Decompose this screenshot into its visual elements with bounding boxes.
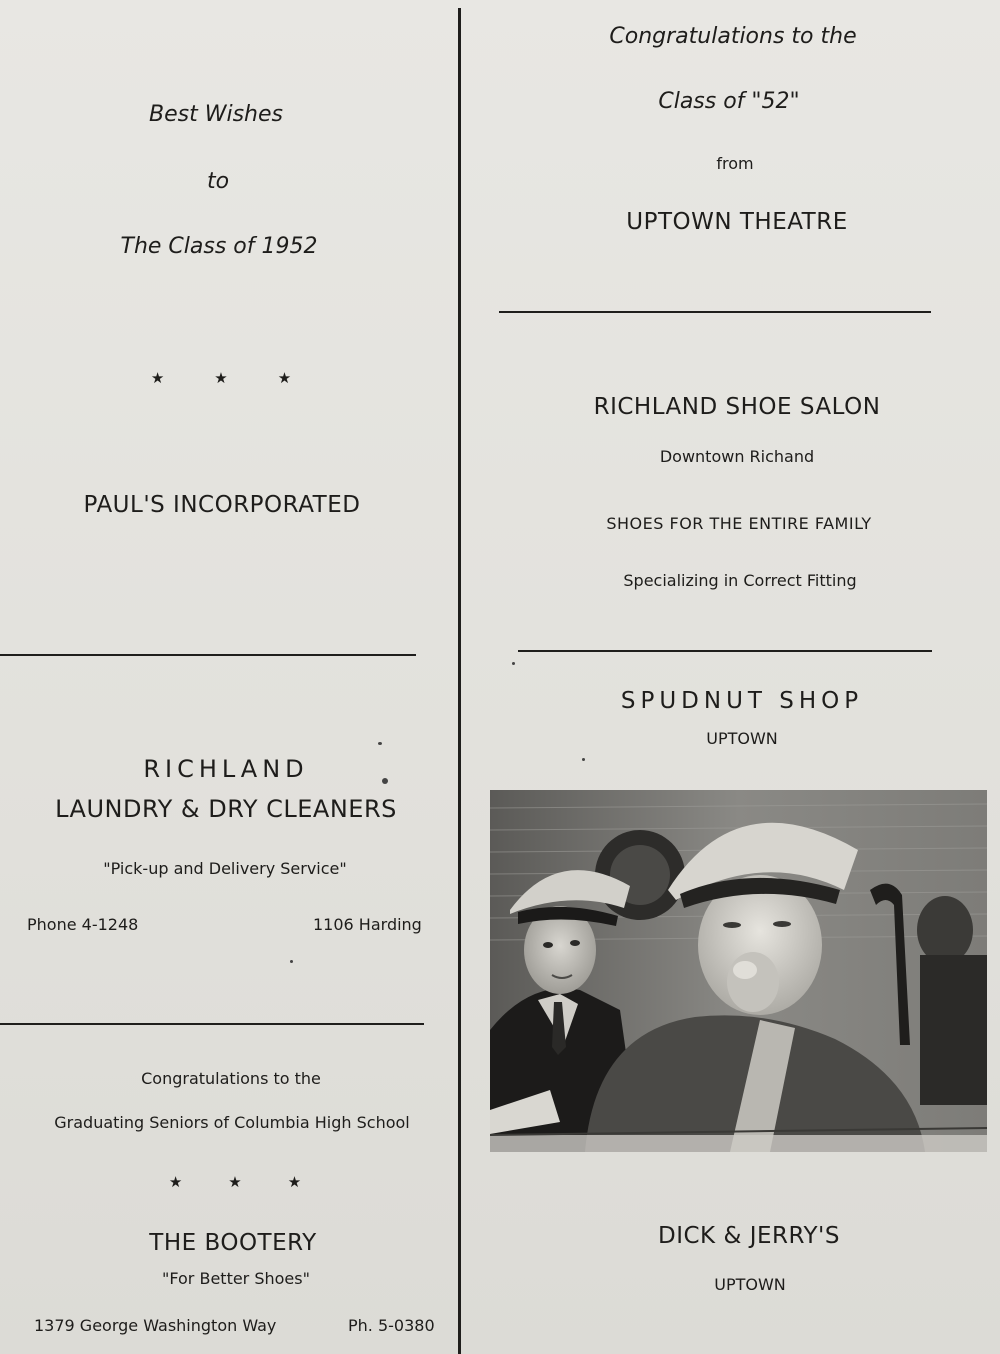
divider-right-2 <box>518 650 932 652</box>
bootery-congrats: Congratulations to the <box>141 1069 321 1088</box>
spudnut-location: UPTOWN <box>706 729 778 748</box>
shoe-salon-tagline: SHOES FOR THE ENTIRE FAMILY <box>606 514 872 533</box>
bootery-stars <box>169 1173 301 1191</box>
uptown-theatre-name: UPTOWN THEATRE <box>626 209 848 235</box>
laundry-slogan: "Pick-up and Delivery Service" <box>103 859 347 878</box>
pauls-stars <box>151 369 291 387</box>
divider-right-1 <box>499 311 931 313</box>
print-speck <box>382 778 388 784</box>
print-speck <box>378 742 382 745</box>
divider-left-2 <box>0 1023 424 1025</box>
print-speck <box>290 960 293 963</box>
bootery-name: THE BOOTERY <box>149 1230 317 1256</box>
spudnut-name: SPUDNUT SHOP <box>620 688 864 714</box>
dick-jerrys-location: UPTOWN <box>714 1275 786 1294</box>
star-icon: ★ <box>150 369 165 387</box>
print-speck <box>582 758 585 761</box>
bootery-phone: Ph. 5-0380 <box>348 1316 435 1335</box>
print-speck <box>512 662 515 665</box>
laundry-name-line2: LAUNDRY & DRY CLEANERS <box>55 795 397 823</box>
laundry-phone: Phone 4-1248 <box>27 915 139 934</box>
band-members-photo <box>490 790 987 1152</box>
pauls-best-wishes: Best Wishes <box>149 102 283 127</box>
laundry-name-line1: RICHLAND <box>143 755 309 783</box>
dick-jerrys-name: DICK & JERRY'S <box>658 1223 840 1249</box>
uptown-congrats: Congratulations to the <box>609 24 857 49</box>
star-icon: ★ <box>168 1173 183 1191</box>
center-vertical-divider <box>458 8 461 1354</box>
shoe-salon-specialty: Specializing in Correct Fitting <box>623 571 857 590</box>
pauls-to: to <box>206 169 230 194</box>
uptown-class-of-52: Class of "52" <box>658 89 800 114</box>
divider-left-1 <box>0 654 416 656</box>
shoe-salon-name: RICHLAND SHOE SALON <box>593 394 881 420</box>
pauls-business-name: PAUL'S INCORPORATED <box>83 492 361 518</box>
uptown-from: from <box>716 154 754 173</box>
star-icon: ★ <box>228 1173 242 1191</box>
bootery-graduating-seniors: Graduating Seniors of Columbia High School <box>54 1113 410 1132</box>
star-icon: ★ <box>287 1173 302 1191</box>
star-icon: ★ <box>214 369 228 387</box>
bootery-address: 1379 George Washington Way <box>34 1316 277 1335</box>
bootery-slogan: "For Better Shoes" <box>162 1269 310 1288</box>
shoe-salon-location: Downtown Richand <box>659 447 815 466</box>
laundry-address: 1106 Harding <box>313 915 422 934</box>
star-icon: ★ <box>277 369 292 387</box>
pauls-class-of-1952: The Class of 1952 <box>120 234 318 259</box>
